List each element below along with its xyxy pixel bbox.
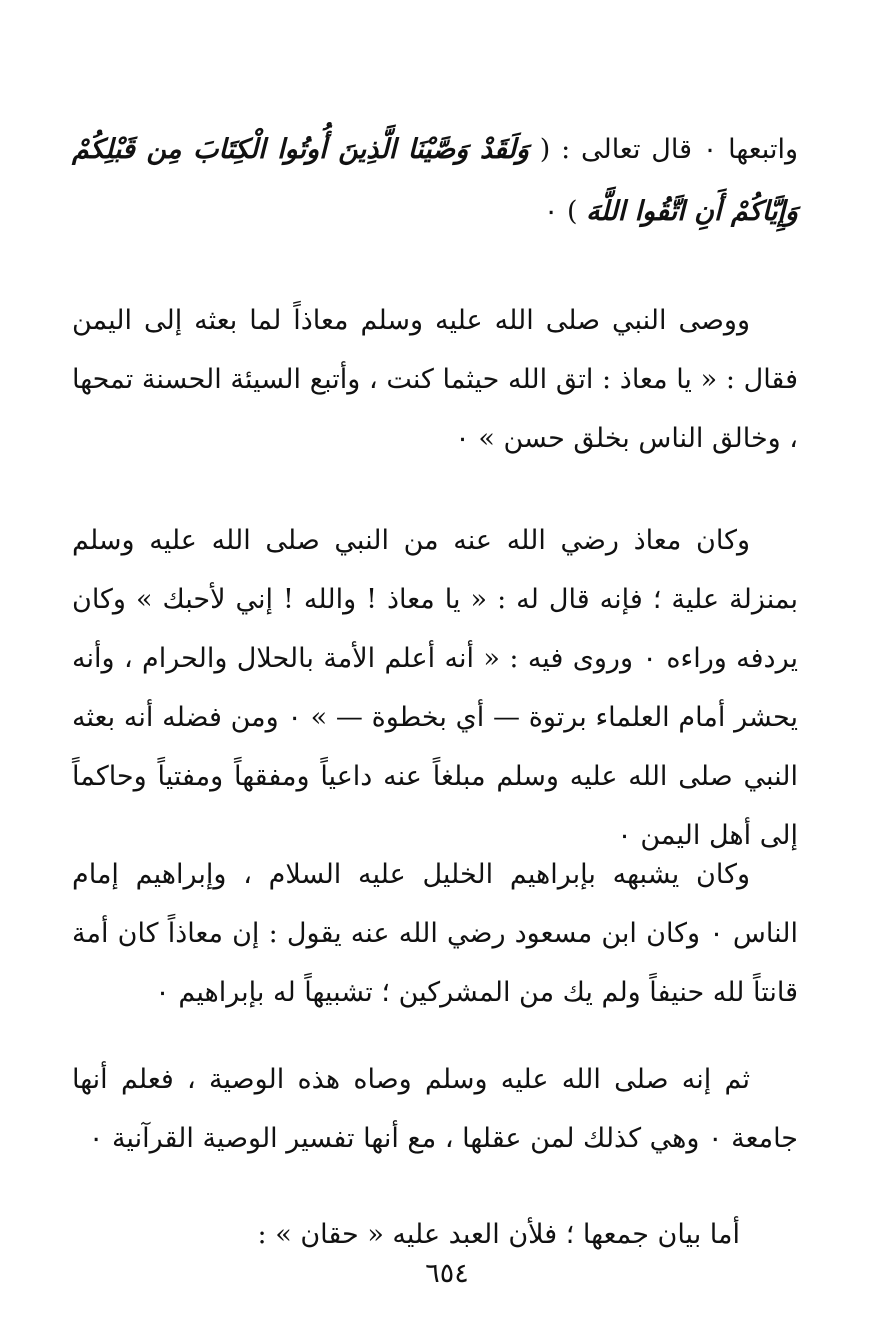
paragraph-2-text: ووصى النبي صلى الله عليه وسلم معاذاً لما بعثه إلى اليمن فقال : « يا معاذ : اتق الله حيثما كنت ، وأتبع السيئة الحسنة تمحها ، وخالق الناس بخلق حسن » ٠	[72, 305, 798, 454]
paragraph-4-text: وكان يشبهه بإبراهيم الخليل عليه السلام ، وإبراهيم إمام الناس ٠ وكان ابن مسعود رضي الله عنه يقول : إن معاذاً كان أمة قانتاً لله حنيفاً ولم يك من المشركين ؛ تشبيهاً له بإبراهيم ٠	[72, 859, 798, 1008]
quran-verse-text: وَلَقَدْ وَصَّيْنَا الَّذِينَ أُوتُوا الْكِتَابَ مِن قَبْلِكُمْ وَإِيَّاكُمْ أَنِ اتَّقُوا اللَّهَ	[72, 134, 798, 227]
paragraph-muadh-advice	[72, 291, 798, 468]
paragraph-1-intro: واتبعها ٠ قال تعالى : (	[539, 134, 798, 165]
paragraph-ibrahim-comparison	[72, 845, 798, 1022]
paragraph-5-text: ثم إنه صلى الله عليه وسلم وصاه هذه الوصية ، فعلم أنها جامعة ٠ وهي كذلك لمن عقلها ، مع أنها تفسير الوصية القرآنية ٠	[72, 1064, 798, 1154]
paragraph-muadh-status	[72, 511, 798, 865]
paragraph-quran-verse	[72, 119, 798, 243]
paragraph-3-text: وكان معاذ رضي الله عنه من النبي صلى الله عليه وسلم بمنزلة علية ؛ فإنه قال له : « يا معاذ ! والله ! إني لأحبك » وكان يردفه وراءه ٠ وروى فيه : « أنه أعلم الأمة بالحلال والحرام ، وأنه يحشر أمام العلماء برتوة — أي بخطوة — » ٠ ومن فضله أنه بعثه النبي صلى الله عليه وسلم مبلغاً عنه داعياً ومفقهاً ومفتياً وحاكماً إلى أهل اليمن ٠	[72, 525, 798, 851]
paragraph-6-text: أما بيان جمعها ؛ فلأن العبد عليه « حقان » :	[257, 1219, 740, 1250]
page-number: ٦٥٤	[425, 1258, 469, 1289]
paragraph-1-closing: ) ٠	[543, 196, 578, 227]
paragraph-two-rights	[72, 1205, 740, 1264]
paragraph-comprehensive-advice	[72, 1050, 798, 1168]
